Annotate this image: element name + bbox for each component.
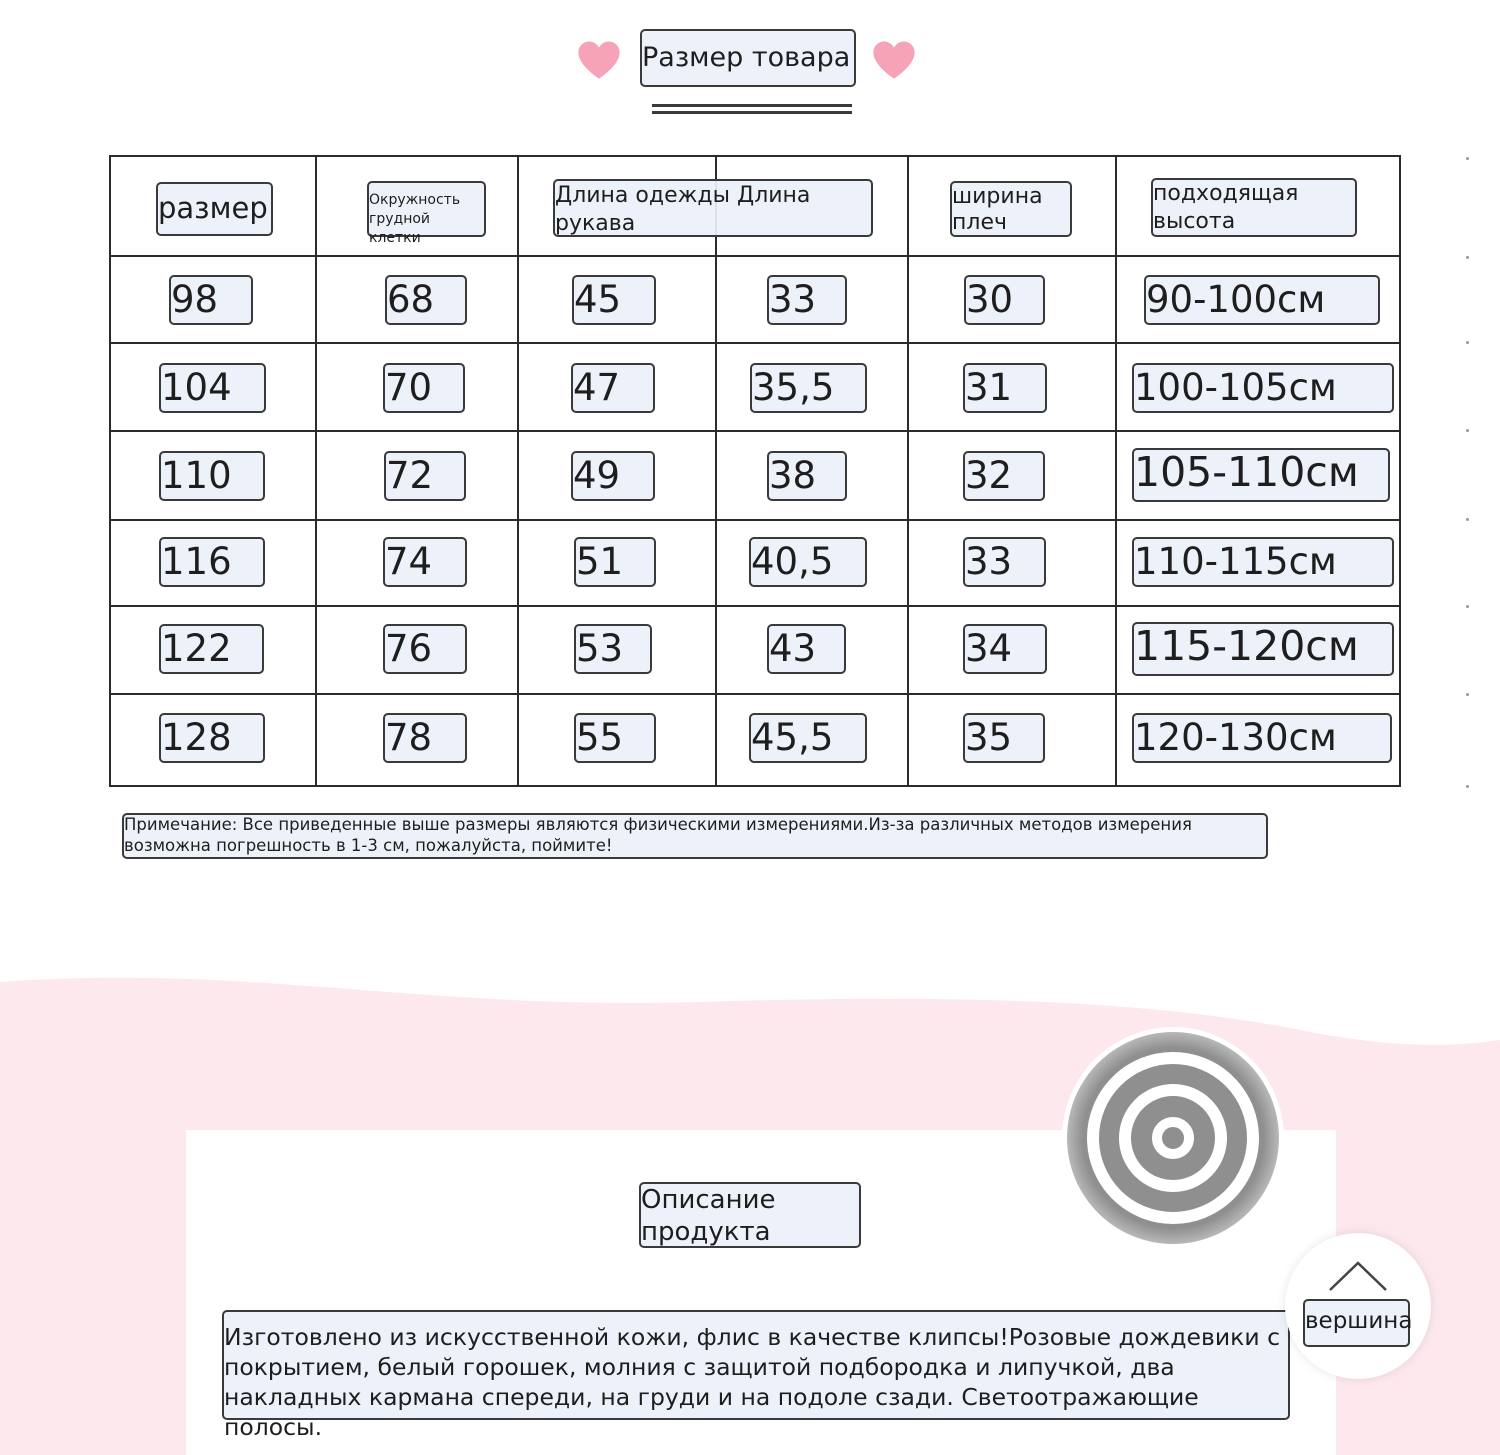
cell-shoulder-0: 30 bbox=[964, 275, 1045, 325]
description-text: Изготовлено из искусственной кожи, флис в качестве клипсы!Розовые дождевики с покрытием, белый горошек, молния с защитой подбородка и липучкой, два накладных кармана спереди, на груди и на подоле сзади. Светоотражающие полосы. bbox=[222, 1310, 1290, 1420]
cell-chest-4: 76 bbox=[383, 624, 467, 674]
title-underline-bottom bbox=[652, 111, 852, 114]
header-size: размер bbox=[156, 182, 273, 236]
cell-length-3: 51 bbox=[574, 537, 656, 587]
cell-shoulder-5: 35 bbox=[963, 713, 1045, 763]
page-title: Размер товара bbox=[640, 29, 856, 87]
cell-length-0: 45 bbox=[572, 275, 656, 325]
cell-chest-5: 78 bbox=[383, 713, 467, 763]
heart-icon-left bbox=[577, 38, 621, 82]
cell-size-5: 128 bbox=[159, 713, 265, 763]
cell-sleeve-4: 43 bbox=[767, 624, 846, 674]
header-length-sleeve: Длина одежды Длина рукава bbox=[553, 179, 873, 237]
cell-length-2: 49 bbox=[571, 451, 655, 501]
heart-icon-right bbox=[872, 38, 916, 82]
cell-shoulder-4: 34 bbox=[963, 624, 1047, 674]
cell-sleeve-1: 35,5 bbox=[750, 363, 867, 413]
target-icon[interactable] bbox=[1060, 1025, 1286, 1251]
cell-chest-0: 68 bbox=[385, 275, 467, 325]
size-note: Примечание: Все приведенные выше размеры являются физическими измерениями.Из-за различных методов измерения возможна погрешность в 1-3 см, пожалуйста, поймите! bbox=[122, 813, 1268, 859]
cell-height-2: 105-110см bbox=[1132, 448, 1390, 502]
cell-size-1: 104 bbox=[159, 363, 266, 413]
cell-chest-3: 74 bbox=[383, 537, 467, 587]
cell-height-0: 90-100см bbox=[1144, 275, 1380, 325]
header-height: подходящая высота bbox=[1151, 178, 1357, 237]
cell-chest-2: 72 bbox=[384, 451, 466, 501]
cell-length-4: 53 bbox=[574, 624, 652, 674]
cell-size-4: 122 bbox=[159, 624, 264, 674]
size-table bbox=[109, 155, 1401, 787]
cell-shoulder-1: 31 bbox=[963, 363, 1047, 413]
cell-shoulder-3: 33 bbox=[963, 537, 1046, 587]
header-chest: Окружность грудной клетки bbox=[367, 181, 486, 237]
title-underline-top bbox=[652, 104, 852, 107]
cell-length-5: 55 bbox=[574, 713, 656, 763]
cell-height-5: 120-130см bbox=[1132, 713, 1392, 763]
cell-height-1: 100-105см bbox=[1132, 363, 1394, 413]
cell-sleeve-2: 38 bbox=[767, 451, 847, 501]
cell-sleeve-5: 45,5 bbox=[749, 713, 867, 763]
header-shoulder: ширина плеч bbox=[950, 181, 1072, 237]
cell-size-2: 110 bbox=[159, 451, 265, 501]
cell-sleeve-3: 40,5 bbox=[749, 537, 867, 587]
cell-size-0: 98 bbox=[169, 275, 253, 325]
description-heading: Описание продукта bbox=[639, 1182, 861, 1248]
cell-sleeve-0: 33 bbox=[767, 275, 847, 325]
cell-height-4: 115-120см bbox=[1132, 622, 1394, 676]
chevron-up-icon bbox=[1328, 1260, 1388, 1292]
cell-size-3: 116 bbox=[159, 537, 265, 587]
cell-length-1: 47 bbox=[571, 363, 655, 413]
back-to-top-label[interactable]: вершина bbox=[1303, 1299, 1410, 1347]
cell-shoulder-2: 32 bbox=[963, 451, 1045, 501]
cell-chest-1: 70 bbox=[383, 363, 465, 413]
cell-height-3: 110-115см bbox=[1132, 537, 1394, 587]
